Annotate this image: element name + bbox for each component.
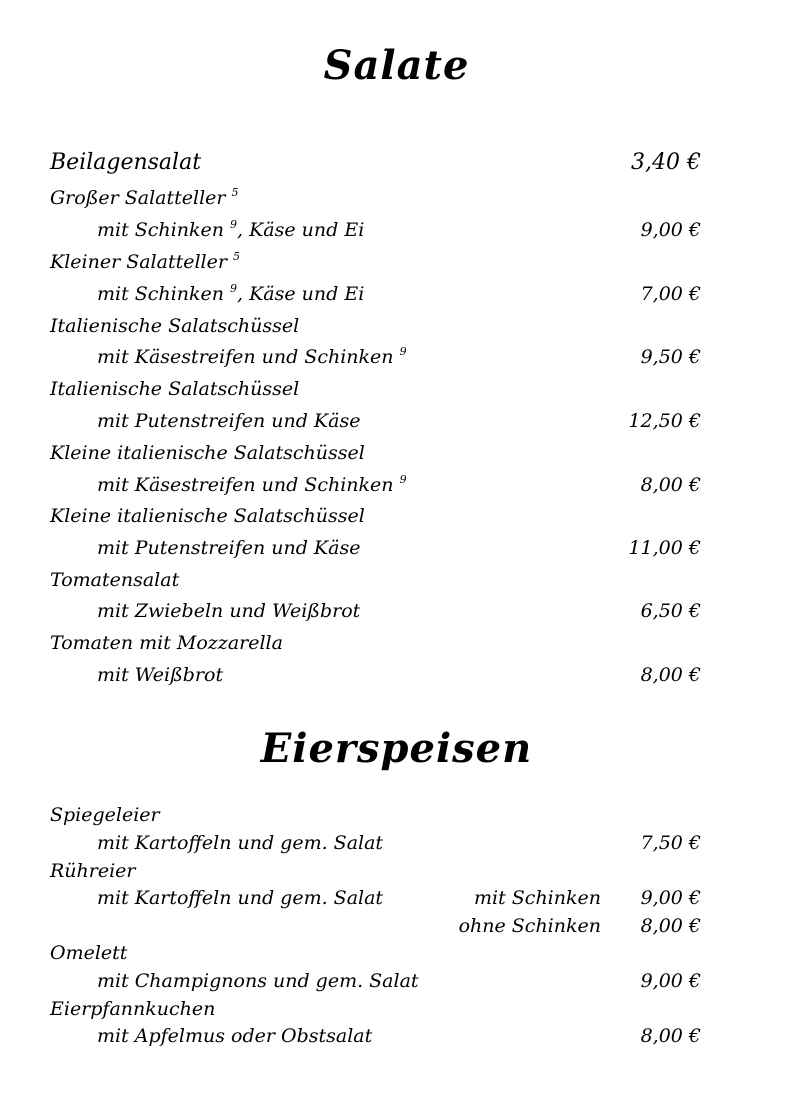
item-desc: mit Champignons und gem. Salat: [97, 970, 419, 992]
item-price: 9,00 €: [640, 219, 701, 241]
menu-item-name-row: [0, 313, 793, 339]
menu-item-desc-row: [0, 662, 793, 688]
menu-item-desc-row: [0, 598, 793, 624]
item-price: 8,00 €: [640, 474, 701, 496]
item-desc: mit Schinken: [97, 283, 224, 305]
menu-item-desc-row: [0, 408, 793, 434]
item-name: Kleine italienische Salatschüssel: [50, 442, 365, 464]
menu-item-desc-row: [0, 217, 793, 243]
item-price: 9,50 €: [640, 346, 701, 368]
menu-item-desc-row: [0, 281, 793, 307]
item-name: Großer Salatteller: [50, 187, 226, 209]
menu-item-desc-row: [0, 535, 793, 561]
menu-item-name-row: [0, 858, 793, 884]
item-name: Kleine italienische Salatschüssel: [50, 505, 365, 527]
item-option: ohne Schinken: [458, 915, 601, 937]
item-price: 6,50 €: [640, 600, 701, 622]
item-desc: mit Käsestreifen und Schinken: [97, 346, 394, 368]
item-price: 9,00 €: [640, 887, 701, 909]
menu-item-name-row: [0, 503, 793, 529]
footnote-marker: 5: [232, 250, 240, 263]
item-desc: mit Schinken: [97, 219, 224, 241]
item-name: Italienische Salatschüssel: [50, 378, 300, 400]
menu-item-name-row: [0, 567, 793, 593]
menu-item-name-row: [0, 940, 793, 966]
menu-item-name-row: [0, 249, 793, 275]
item-name: Kleiner Salatteller: [50, 251, 227, 273]
menu-item-option-row: [0, 913, 793, 939]
menu-item-desc-row: [0, 830, 793, 856]
item-desc-rest: , Käse und Ei: [237, 219, 365, 241]
item-name: Eierpfannkuchen: [50, 998, 216, 1020]
item-name: Tomatensalat: [50, 569, 180, 591]
menu-item-desc-row: [0, 344, 793, 370]
item-name: Beilagensalat: [50, 150, 202, 175]
section-title-eierspeisen: Eierspeisen: [260, 725, 533, 772]
item-price: 12,50 €: [628, 410, 701, 432]
menu-item-name-row: [0, 630, 793, 656]
item-desc: mit Kartoffeln und gem. Salat: [97, 832, 384, 854]
item-name: Rühreier: [50, 860, 136, 882]
item-price: 7,00 €: [640, 283, 701, 305]
item-price: 8,00 €: [640, 1025, 701, 1047]
footnote-marker: 9: [230, 282, 238, 295]
item-desc-rest: , Käse und Ei: [237, 283, 365, 305]
item-desc: mit Apfelmus oder Obstsalat: [97, 1025, 373, 1047]
item-price: 9,00 €: [640, 970, 701, 992]
item-option: mit Schinken: [474, 887, 601, 909]
footnote-marker: 5: [231, 186, 239, 199]
section-title-salate: Salate: [323, 42, 470, 89]
item-desc: mit Käsestreifen und Schinken: [97, 474, 394, 496]
menu-item-name-row: [0, 440, 793, 466]
menu-item-desc-row: [0, 968, 793, 994]
item-desc: mit Putenstreifen und Käse: [97, 537, 361, 559]
item-name: Spiegeleier: [50, 804, 160, 826]
item-price: 8,00 €: [640, 915, 701, 937]
item-desc: mit Weißbrot: [97, 664, 224, 686]
footnote-marker: 9: [230, 218, 238, 231]
item-name: Omelett: [50, 942, 128, 964]
item-price: 8,00 €: [640, 664, 701, 686]
menu-item-name-row: [0, 376, 793, 402]
footnote-marker: 9: [399, 473, 407, 486]
menu-item-name-row: [0, 802, 793, 828]
menu-item-desc-row: [0, 472, 793, 498]
menu-item-desc-row: [0, 885, 793, 911]
menu-item-name-row: [0, 185, 793, 211]
menu-item-desc-row: [0, 1023, 793, 1049]
item-name: Italienische Salatschüssel: [50, 315, 300, 337]
item-desc: mit Putenstreifen und Käse: [97, 410, 361, 432]
footnote-marker: 9: [399, 345, 407, 358]
item-price: 7,50 €: [640, 832, 701, 854]
menu-item-beilagensalat: [0, 150, 793, 176]
item-desc: mit Kartoffeln und gem. Salat: [97, 887, 384, 909]
item-price: 3,40 €: [631, 150, 701, 175]
menu-item-name-row: [0, 996, 793, 1022]
item-desc: mit Zwiebeln und Weißbrot: [97, 600, 361, 622]
item-price: 11,00 €: [628, 537, 701, 559]
item-name: Tomaten mit Mozzarella: [50, 632, 283, 654]
